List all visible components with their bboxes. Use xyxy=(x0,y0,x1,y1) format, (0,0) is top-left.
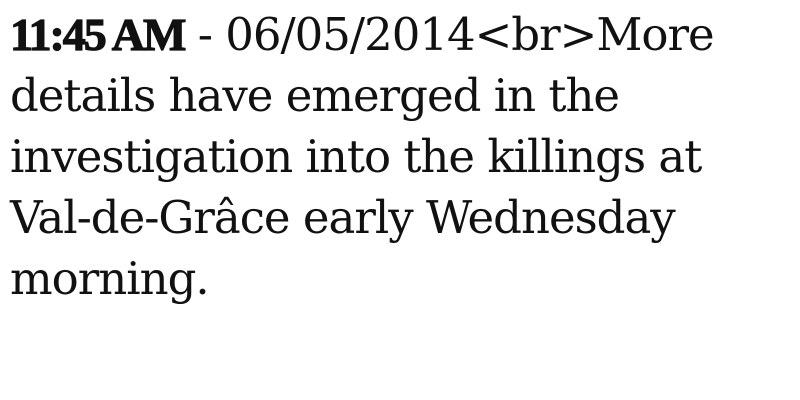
entry-date: 06/05/2014 xyxy=(225,8,475,61)
entry-separator: - xyxy=(184,8,226,61)
news-entry xyxy=(10,4,780,309)
entry-text: <br>More details have emerged in the investigation into the killings at Val-de-Grâce early Wednesday morning. xyxy=(10,8,714,305)
entry-time: 11:45 AM xyxy=(10,9,185,60)
